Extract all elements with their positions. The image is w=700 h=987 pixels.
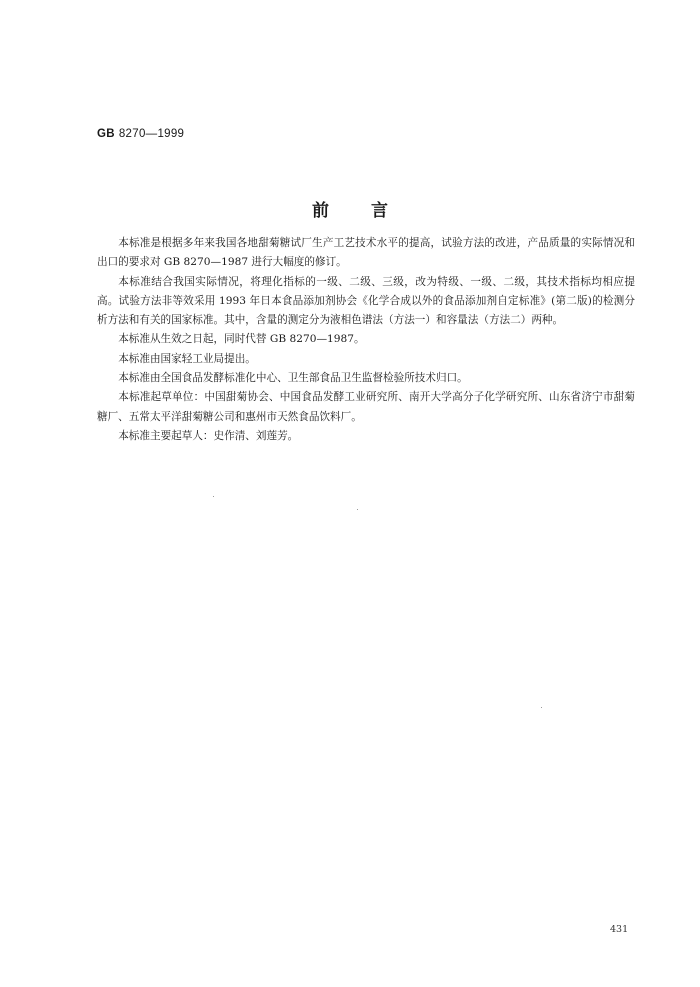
page-number: 431 <box>610 924 629 935</box>
scan-speck <box>357 509 358 510</box>
paragraph-2: 本标准结合我国实际情况，将理化指标的一级、二级、三级，改为特级、一级、二级，其技术指标均相应提高。试验方法非等效采用 1993 年日本食品添加剂协会《化学合成以外的食品添加剂自定标准》(第二版)的检测分析方法和有关的国家标准。其中，含量的测定分为液相色谱法（方法一）和容量法（方法二）两种。 <box>97 275 635 327</box>
paragraph-3: 本标准从生效之日起，同时代替 GB 8270—1987。 <box>118 333 365 346</box>
paragraph-5: 本标准由全国食品发酵标准化中心、卫生部食品卫生监督检验所技术归口。 <box>118 372 468 385</box>
paragraph-4: 本标准由国家轻工业局提出。 <box>118 352 256 365</box>
paragraph-6: 本标准起草单位：中国甜菊协会、中国食品发酵工业研究所、南开大学高分子化学研究所、山东省济宁市甜菊糖厂、五常太平洋甜菊糖公司和惠州市天然食品饮料厂。 <box>97 391 635 423</box>
scan-speck <box>213 496 214 497</box>
foreword-body <box>97 234 635 446</box>
standard-number: 8270—1999 <box>118 128 185 140</box>
standard-code <box>97 128 184 140</box>
paragraph-1: 本标准是根据多年来我国各地甜菊糖试厂生产工艺技术水平的提高，试验方法的改进，产品质量的实际情况和出口的要求对 GB 8270—1987 进行大幅度的修订。 <box>97 237 635 269</box>
page-title: 前言 <box>312 201 430 221</box>
standard-prefix: GB <box>97 128 115 140</box>
paragraph-7: 本标准主要起草人：史作清、刘莲芳。 <box>118 429 299 442</box>
scan-speck <box>541 707 542 708</box>
